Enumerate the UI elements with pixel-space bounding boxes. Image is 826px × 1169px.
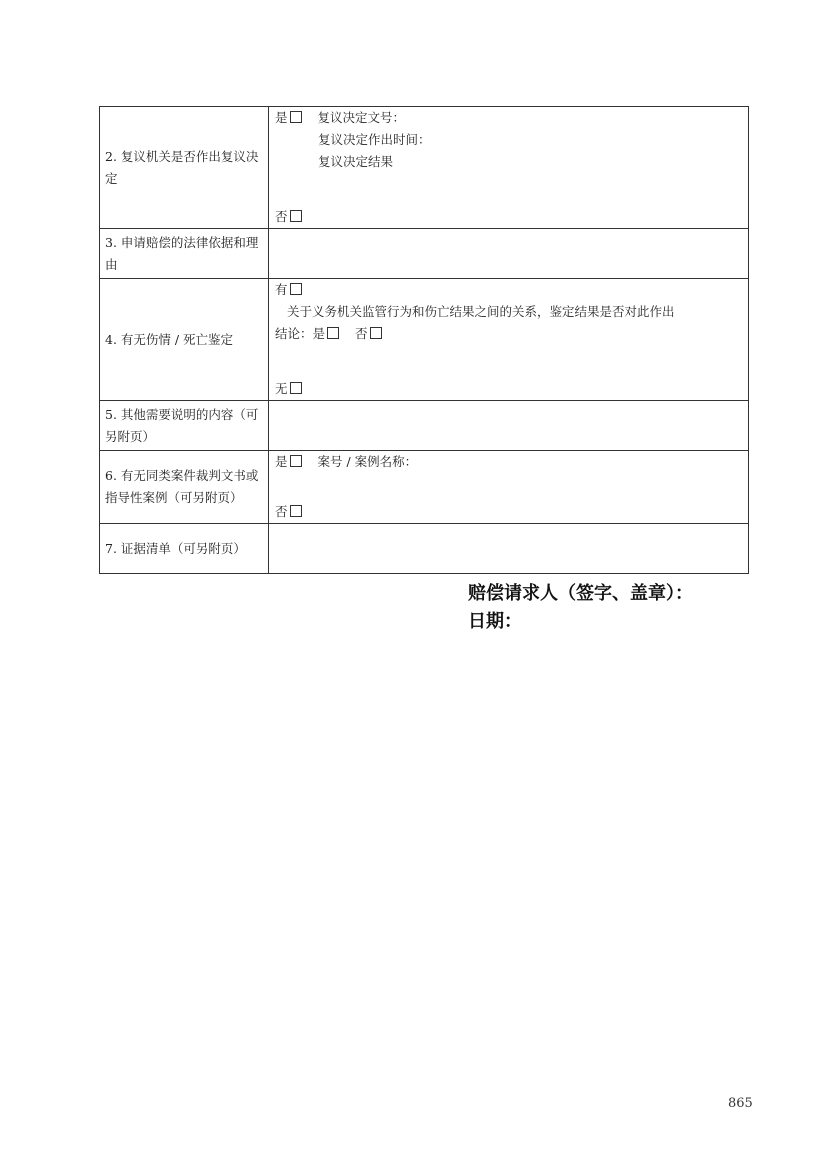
row-content-cell [269,107,749,229]
checkbox-conclusion-no[interactable] [370,327,382,339]
claim-form-table [99,106,749,574]
case-number-label: 案号 / 案例名称： [317,454,418,469]
row-label-cell [100,107,269,229]
row-label-cell [100,279,269,401]
table-row [100,451,749,524]
row-label-cell [100,401,269,451]
row-label: 7. 证据清单（可另附页） [105,540,246,556]
row-label: 5. 其他需要说明的内容（可另附页） [105,406,259,444]
date-label: 日期： [468,611,522,632]
table-row [100,524,749,574]
conclusion-no-label: 否 [355,326,368,341]
checkbox-have[interactable] [290,283,302,295]
row-label: 4. 有无伤情 / 死亡鉴定 [105,331,234,347]
option-yes-line [275,451,742,473]
page-number: 865 [728,1096,753,1111]
conclusion-yes-label: 结论：是 [275,326,326,341]
row-label: 2. 复议机关是否作出复议决定 [105,148,259,186]
option-none-label: 无 [275,381,288,396]
checkbox-no[interactable] [290,210,302,222]
option-yes-label: 是 [275,454,288,469]
option-have-line [275,279,742,301]
table-row [100,279,749,401]
checkbox-yes[interactable] [290,111,302,123]
checkbox-no[interactable] [290,505,302,517]
legal-basis-field[interactable] [269,229,749,279]
conclusion-line [275,323,742,345]
row-label: 3. 申请赔偿的法律依据和理由 [105,234,259,272]
option-no-line [275,206,304,228]
row-label-cell [100,524,269,574]
decision-result-label: 复议决定结果 [318,154,394,169]
option-no-line [275,501,304,523]
appraisal-question-text: 关于义务机关监管行为和伤亡结果之间的关系，鉴定结果是否对此作出 [287,304,675,319]
option-no-label: 否 [275,504,288,519]
table-row [100,401,749,451]
evidence-list-field[interactable] [269,524,749,574]
option-none-line [275,378,304,400]
decision-number-label: 复议决定文号： [317,110,406,125]
option-have-label: 有 [275,282,288,297]
row-label-cell [100,229,269,279]
claimant-signature-label: 赔偿请求人（签字、盖章）： [468,583,693,604]
checkbox-conclusion-yes[interactable] [327,327,339,339]
row-label-cell [100,451,269,524]
row-content-cell [269,451,749,524]
checkbox-none[interactable] [290,382,302,394]
option-yes-label: 是 [275,110,288,125]
row-label: 6. 有无同类案件裁判文书或指导性案例（可另附页） [105,468,259,505]
other-notes-field[interactable] [269,401,749,451]
row-content-cell [269,279,749,401]
option-no-label: 否 [275,209,288,224]
checkbox-yes[interactable] [290,455,302,467]
option-yes-line [275,107,742,129]
table-row [100,229,749,279]
signature-block [468,580,693,636]
table-row [100,107,749,229]
decision-time-label: 复议决定作出时间： [318,132,431,147]
